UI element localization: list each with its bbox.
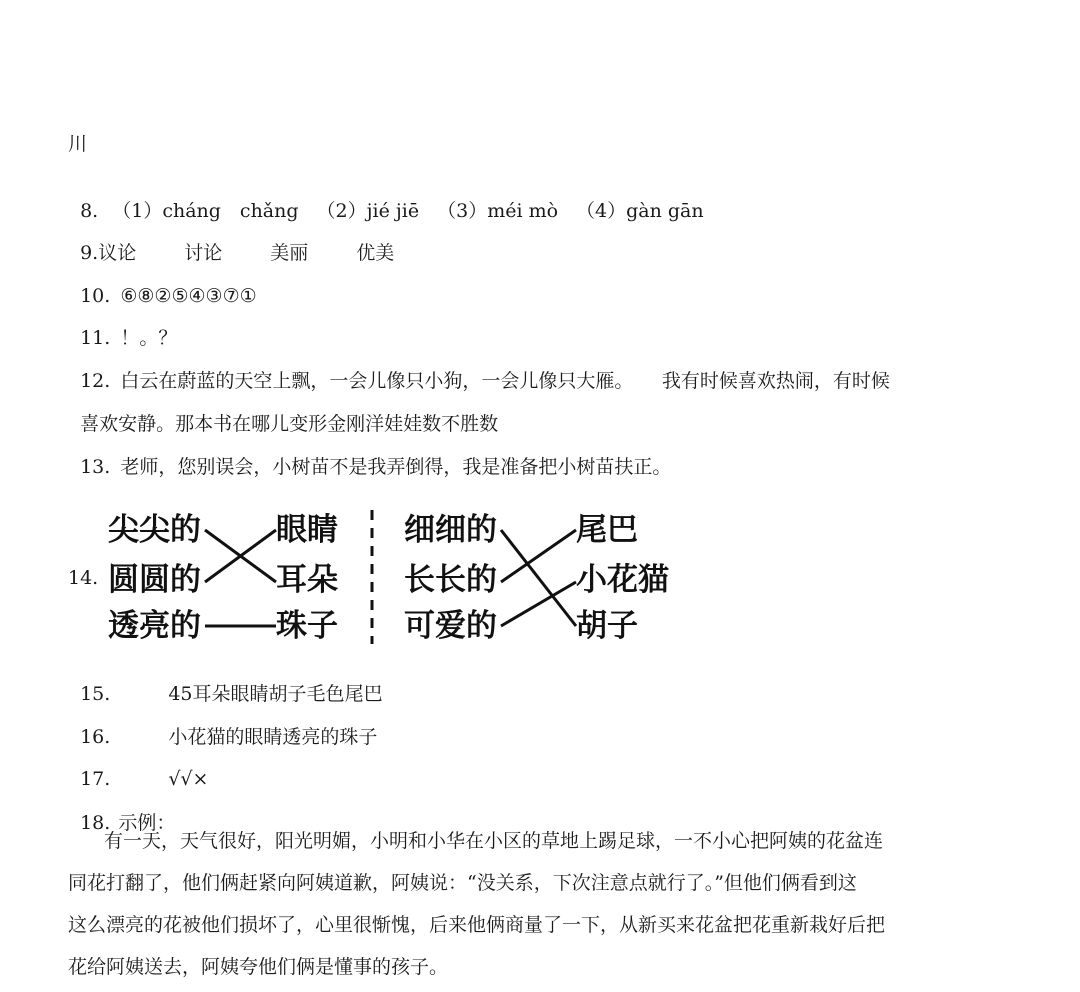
link-changchang-weiba (501, 530, 576, 582)
answer-item: ① (239, 285, 257, 307)
answer-item: 。 (139, 327, 159, 349)
right-word: 长长的 (404, 562, 497, 598)
left-target: 眼睛 (276, 512, 338, 548)
answer-item: 讨论 (184, 242, 223, 264)
answer-item: 优美 (356, 242, 395, 264)
answer-item: 眼睛 (230, 683, 269, 705)
question-number: 10. (80, 285, 111, 307)
answer-part: （3）méi mò (437, 200, 559, 222)
question-number: 18. (80, 812, 111, 834)
link-xixi-huzi (501, 530, 576, 626)
answer-item: 那本书 (175, 413, 233, 435)
answer-text: 白云在蔚蓝的天空上飘，一会儿像只小狗，一会儿像只大雁。 我有时候喜欢热闹，有时候 (120, 370, 890, 392)
question-number: 16. (80, 726, 111, 748)
left-target: 珠子 (276, 608, 338, 644)
question-number: 12. (80, 370, 111, 392)
answer-item: ！ (120, 327, 140, 349)
question-11 (68, 302, 177, 350)
answer-item: ⑤ (171, 285, 189, 307)
question-number: 9. (80, 242, 99, 264)
answer-item: 在哪儿 (232, 413, 290, 435)
right-target: 小花猫 (576, 562, 669, 598)
question-9 (68, 217, 394, 265)
question-number: 13. (80, 456, 111, 478)
answer-part: （1）cháng chǎng (112, 200, 299, 222)
answer-text: 老师，您别误会，小树苗不是我弄倒得，我是准备把小树苗扶正。 (120, 456, 672, 478)
right-word: 细细的 (404, 512, 497, 548)
question-12-line-2 (68, 388, 498, 436)
answer-item: 数不胜数 (422, 413, 499, 435)
left-target: 耳朵 (276, 562, 338, 598)
answer-item: ④ (188, 285, 206, 307)
paragraph-line: 花给阿姨送去，阿姨夸他们俩是懂事的孩子。 (68, 956, 449, 978)
question-8 (68, 175, 704, 223)
left-word: 透亮的 (108, 608, 201, 644)
question-17 (68, 743, 208, 791)
question-15 (68, 658, 383, 706)
left-word: 尖尖的 (108, 512, 201, 548)
answer-item: ② (154, 285, 172, 307)
question-12-line-1 (68, 345, 890, 393)
top-fragment: 川 (68, 133, 88, 155)
answer-item: 透亮的珠子 (282, 726, 378, 748)
answer-part: （2）jié jiē (316, 200, 420, 222)
question-number-14: 14. (68, 567, 99, 589)
question-13 (68, 431, 671, 479)
answer-item: 洋娃娃 (365, 413, 423, 435)
right-target: 胡子 (576, 608, 638, 644)
paragraph-line: 有一天，天气很好，阳光明媚，小明和小华在小区的草地上踢足球，一不小心把阿姨的花盆连 (104, 830, 884, 852)
answer-item: 议论 (98, 242, 137, 264)
answer-item: √ (168, 768, 181, 790)
answer-item: ③ (205, 285, 223, 307)
left-word: 圆圆的 (108, 562, 201, 598)
link-keai-xiaohuamao (501, 582, 576, 626)
question-number: 15. (80, 683, 111, 705)
answer-part: （4）gàn gān (576, 200, 704, 222)
paragraph-line: 同花打翻了，他们俩赶紧向阿姨道歉，阿姨说：“没关系，下次注意点就行了。”但他们俩看到这 (68, 872, 857, 894)
question-number: 11. (80, 327, 111, 349)
right-word: 可爱的 (404, 608, 497, 644)
right-target: 尾巴 (576, 512, 638, 548)
answer-item: ⑥ (120, 285, 138, 307)
answer-item: 喜欢安静。 (80, 413, 176, 435)
question-10 (68, 260, 257, 308)
answer-item: 耳朵 (192, 683, 231, 705)
answer-item: 4 (168, 683, 181, 705)
example-paragraph (68, 820, 1018, 988)
matching-diagram (108, 504, 688, 650)
question-number: 17. (80, 768, 111, 790)
answer-item: ⑧ (137, 285, 155, 307)
answer-item: 尾巴 (344, 683, 383, 705)
answer-item: 美丽 (270, 242, 309, 264)
question-16 (68, 701, 377, 749)
answer-item: 5 (180, 683, 193, 705)
answer-item: × (192, 768, 209, 790)
example-label: 示例： (118, 812, 176, 834)
answer-item: 小花猫的眼睛 (168, 726, 283, 748)
paragraph-line: 这么漂亮的花被他们损坏了，心里很惭愧，后来他俩商量了一下，从新买来花盆把花重新栽好后把 (68, 914, 886, 936)
answer-item: ⑦ (222, 285, 240, 307)
answer-item: ？ (158, 327, 178, 349)
answer-item: 胡子 (268, 683, 307, 705)
answer-item: √ (180, 768, 193, 790)
answer-item: 变形金刚 (289, 413, 366, 435)
answer-item: 毛色 (306, 683, 345, 705)
question-number: 8. (80, 200, 99, 222)
